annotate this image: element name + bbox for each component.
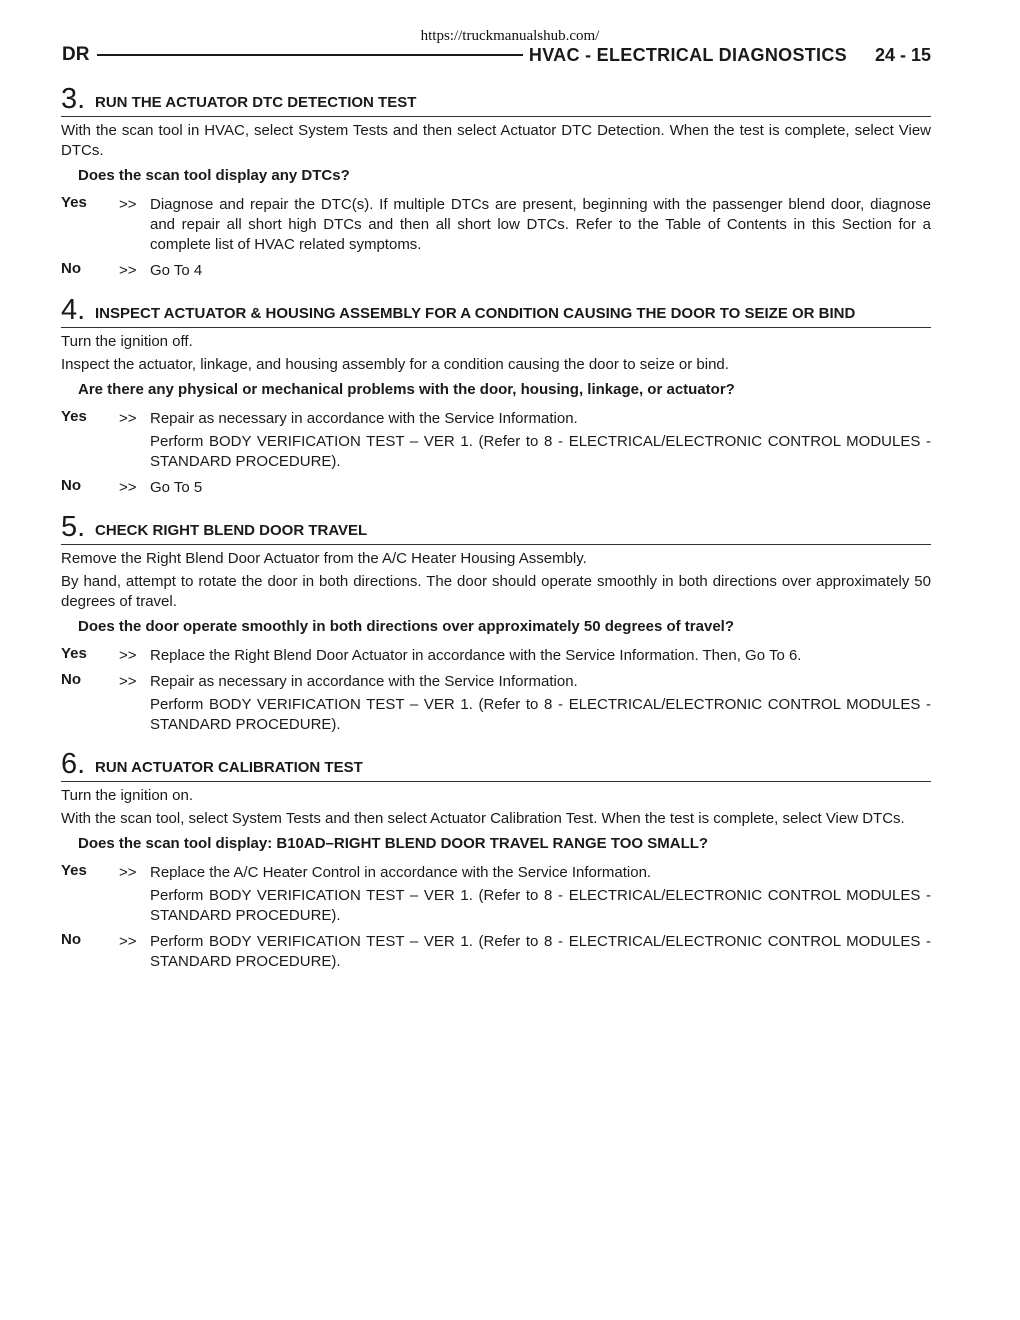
answer-label: No (61, 260, 81, 277)
step-question: Does the scan tool display any DTCs? (78, 167, 350, 184)
step-heading (61, 84, 931, 117)
answer-arrow: >> (119, 196, 137, 213)
step-instruction: Turn the ignition off. (61, 333, 193, 350)
procedure-step (61, 749, 931, 972)
answer-line: Repair as necessary in accordance with the Service Information. (150, 410, 578, 427)
answer-row (61, 863, 931, 926)
answer-line: Perform BODY VERIFICATION TEST – VER 1. (Refer to 8 - ELECTRICAL/ELECTRONIC CONTROL MODULES - STANDARD PROCEDURE). (150, 887, 931, 924)
header-section-code: DR (62, 44, 90, 65)
step-heading (61, 749, 931, 782)
answer-label: Yes (61, 862, 87, 879)
procedure-step (61, 84, 931, 281)
answer-line: Perform BODY VERIFICATION TEST – VER 1. (Refer to 8 - ELECTRICAL/ELECTRONIC CONTROL MODULES - STANDARD PROCEDURE). (150, 433, 931, 470)
procedure-step (61, 512, 931, 735)
step-number: 4. (61, 294, 86, 326)
answer-row (61, 409, 931, 472)
answer-line: Diagnose and repair the DTC(s). If multiple DTCs are present, beginning with the passenger blend door, diagnose and repair all short high DTCs and then all short low DTCs. Refer to the Table of Contents in this Section for a complete list of HVAC related symptoms. (150, 196, 931, 253)
answer-row (61, 261, 931, 281)
answer-arrow: >> (119, 479, 137, 496)
answer-row (61, 478, 931, 498)
answer-label: No (61, 931, 81, 948)
step-title: RUN ACTUATOR CALIBRATION TEST (95, 759, 363, 776)
answer-line: Go To 4 (150, 262, 203, 279)
step-instruction: With the scan tool in HVAC, select System Tests and then select Actuator DTC Detection. When the test is complete, select View DTCs. (61, 122, 931, 159)
step-heading (61, 295, 931, 328)
step-instruction: Inspect the actuator, linkage, and housing assembly for a condition causing the door to seize or bind. (61, 356, 729, 373)
answer-label: No (61, 671, 81, 688)
answer-row (61, 672, 931, 735)
step-question: Does the door operate smoothly in both directions over approximately 50 degrees of travel? (78, 618, 734, 635)
step-number: 3. (61, 83, 86, 115)
header-title: HVAC - ELECTRICAL DIAGNOSTICS (528, 44, 847, 65)
answer-label: Yes (61, 645, 87, 662)
answer-line: Perform BODY VERIFICATION TEST – VER 1. (Refer to 8 - ELECTRICAL/ELECTRONIC CONTROL MODULES - STANDARD PROCEDURE). (150, 933, 931, 970)
answer-action (150, 646, 931, 666)
answer-action (150, 261, 931, 281)
header-page-number: 24 - 15 (874, 44, 931, 65)
step-instruction: Remove the Right Blend Door Actuator from the A/C Heater Housing Assembly. (61, 550, 587, 567)
answer-arrow: >> (119, 673, 137, 690)
header-rule (97, 54, 522, 56)
answer-action (150, 478, 931, 498)
answer-action (150, 932, 931, 972)
answer-action (150, 195, 931, 255)
answer-row (61, 646, 931, 666)
procedure-step (61, 295, 931, 498)
answer-arrow: >> (119, 262, 137, 279)
step-title: RUN THE ACTUATOR DTC DETECTION TEST (95, 94, 417, 111)
answer-line: Perform BODY VERIFICATION TEST – VER 1. (Refer to 8 - ELECTRICAL/ELECTRONIC CONTROL MODULES - STANDARD PROCEDURE). (150, 696, 931, 733)
step-heading (61, 512, 931, 545)
answer-action (150, 409, 931, 472)
answer-line: Repair as necessary in accordance with the Service Information. (150, 673, 578, 690)
answer-line: Go To 5 (150, 479, 203, 496)
step-title: INSPECT ACTUATOR & HOUSING ASSEMBLY FOR A CONDITION CAUSING THE DOOR TO SEIZE OR BIND (95, 305, 856, 322)
step-title: CHECK RIGHT BLEND DOOR TRAVEL (95, 522, 368, 539)
step-number: 5. (61, 511, 86, 543)
procedure-content (61, 84, 931, 986)
step-question: Are there any physical or mechanical problems with the door, housing, linkage, or actuator? (78, 381, 735, 398)
answer-row (61, 195, 931, 255)
page-header (62, 44, 931, 66)
answer-row (61, 932, 931, 972)
step-instruction: With the scan tool, select System Tests and then select Actuator Calibration Test. When the test is complete, select View DTCs. (61, 810, 905, 827)
answer-arrow: >> (119, 933, 137, 950)
answer-line: Replace the Right Blend Door Actuator in accordance with the Service Information. Then, Go To 6. (150, 647, 802, 664)
answer-label: Yes (61, 194, 87, 211)
answer-line: Replace the A/C Heater Control in accordance with the Service Information. (150, 864, 652, 881)
step-instruction: By hand, attempt to rotate the door in both directions. The door should operate smoothly in both directions over approximately 50 degrees of travel. (61, 573, 931, 610)
answer-arrow: >> (119, 647, 137, 664)
answer-label: Yes (61, 408, 87, 425)
answer-action (150, 863, 931, 926)
step-instruction: Turn the ignition on. (61, 787, 194, 804)
answer-action (150, 672, 931, 735)
answer-label: No (61, 477, 81, 494)
step-number: 6. (61, 748, 86, 780)
answer-arrow: >> (119, 410, 137, 427)
source-url: https://truckmanualshub.com/ (420, 28, 600, 44)
step-question: Does the scan tool display: B10AD–RIGHT BLEND DOOR TRAVEL RANGE TOO SMALL? (78, 835, 709, 852)
answer-arrow: >> (119, 864, 137, 881)
